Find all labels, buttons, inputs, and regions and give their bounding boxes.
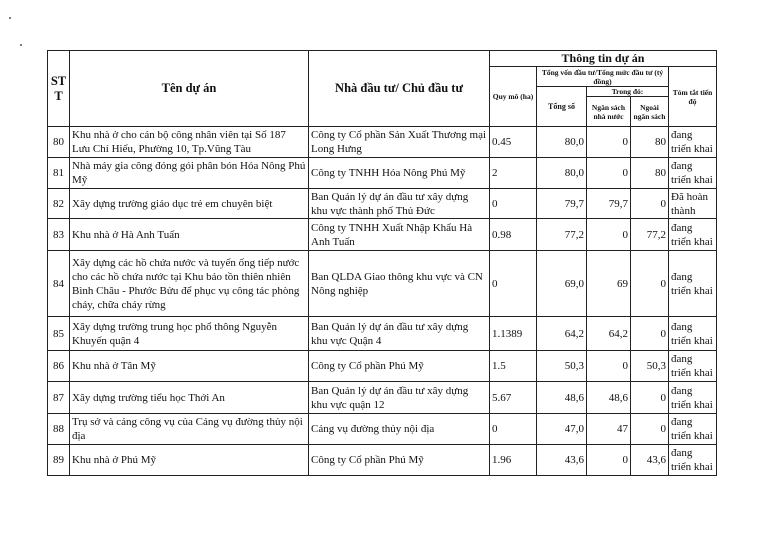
- non-budget-cell: 77,2: [631, 219, 669, 251]
- non-budget-cell: 0: [631, 189, 669, 219]
- investor-cell: Ban Quản lý dự án đầu tư xây dựng khu vực thành phố Thủ Đức: [309, 189, 490, 219]
- project-table: [47, 50, 717, 476]
- project-name-cell: Khu nhà ở Phú Mỹ: [70, 445, 309, 476]
- total-cell: 50,3: [537, 351, 587, 382]
- state-budget-cell: 0: [587, 158, 631, 189]
- total-cell: 64,2: [537, 317, 587, 351]
- scan-dot: [9, 17, 11, 19]
- non-budget-cell: 0: [631, 382, 669, 414]
- state-budget-cell: 0: [587, 127, 631, 158]
- stt-cell: 87: [48, 382, 70, 414]
- progress-cell: Đã hoàn thành: [669, 189, 717, 219]
- table-row: [48, 127, 717, 158]
- header-project-info: Thông tin dự án: [490, 51, 717, 67]
- stt-cell: 81: [48, 158, 70, 189]
- non-budget-cell: 50,3: [631, 351, 669, 382]
- table-row: [48, 414, 717, 445]
- total-cell: 69,0: [537, 251, 587, 317]
- scan-dot: [20, 44, 22, 46]
- header-of-which: Trong đó:: [587, 87, 669, 97]
- project-name-cell: Nhà máy gia công đóng gói phân bón Hóa Nông Phú Mỹ: [70, 158, 309, 189]
- non-budget-cell: 0: [631, 317, 669, 351]
- investor-cell: Ban Quản lý dự án đầu tư xây dựng khu vực Quận 4: [309, 317, 490, 351]
- total-cell: 77,2: [537, 219, 587, 251]
- table-row: [48, 158, 717, 189]
- table-row: [48, 317, 717, 351]
- investor-cell: Công ty Cổ phần Phú Mỹ: [309, 445, 490, 476]
- progress-cell: đang triển khai: [669, 414, 717, 445]
- stt-cell: 89: [48, 445, 70, 476]
- header-total: Tổng số: [537, 87, 587, 127]
- state-budget-cell: 48,6: [587, 382, 631, 414]
- non-budget-cell: 0: [631, 251, 669, 317]
- header-state-budget: Ngân sách nhà nước: [587, 97, 631, 127]
- total-cell: 47,0: [537, 414, 587, 445]
- total-cell: 43,6: [537, 445, 587, 476]
- non-budget-cell: 80: [631, 127, 669, 158]
- scale-cell: 1.1389: [490, 317, 537, 351]
- project-name-cell: Khu nhà ở cho cán bộ công nhân viên tại Số 187 Lưu Chí Hiếu, Phường 10, Tp.Vũng Tàu: [70, 127, 309, 158]
- project-name-cell: Trụ sở và cảng công vụ của Cảng vụ đường thủy nội địa: [70, 414, 309, 445]
- table-row: [48, 189, 717, 219]
- non-budget-cell: 80: [631, 158, 669, 189]
- table-row: [48, 251, 717, 317]
- table-row: [48, 382, 717, 414]
- table-row: [48, 445, 717, 476]
- state-budget-cell: 79,7: [587, 189, 631, 219]
- stt-cell: 82: [48, 189, 70, 219]
- stt-cell: 86: [48, 351, 70, 382]
- project-name-cell: Xây dựng trường tiểu học Thới An: [70, 382, 309, 414]
- scale-cell: 2: [490, 158, 537, 189]
- project-name-cell: Khu nhà ở Tân Mỹ: [70, 351, 309, 382]
- investor-cell: Công ty TNHH Xuất Nhập Khẩu Hà Anh Tuấn: [309, 219, 490, 251]
- stt-cell: 85: [48, 317, 70, 351]
- investor-cell: Cảng vụ đường thủy nội địa: [309, 414, 490, 445]
- state-budget-cell: 47: [587, 414, 631, 445]
- progress-cell: đang triển khai: [669, 251, 717, 317]
- header-non-budget: Ngoài ngân sách: [631, 97, 669, 127]
- project-name-cell: Xây dựng các hồ chứa nước và tuyến ống tiếp nước cho các hồ chứa nước tại Khu bảo tồn thiên nhiên Bình Châu - Phước Bửu để phục vụ công tác phòng cháy, chữa cháy rừng: [70, 251, 309, 317]
- investor-cell: Ban QLDA Giao thông khu vực và CN Nông nghiệp: [309, 251, 490, 317]
- header-stt: ST T: [48, 51, 70, 127]
- investor-cell: Ban Quản lý dự án đầu tư xây dựng khu vực quận 12: [309, 382, 490, 414]
- non-budget-cell: 43,6: [631, 445, 669, 476]
- scale-cell: 0: [490, 189, 537, 219]
- investor-cell: Công ty Cổ phần Sản Xuất Thương mại Long Hưng: [309, 127, 490, 158]
- progress-cell: đang triển khai: [669, 445, 717, 476]
- header-investor: Nhà đầu tư/ Chủ đầu tư: [309, 51, 490, 127]
- total-cell: 48,6: [537, 382, 587, 414]
- state-budget-cell: 0: [587, 219, 631, 251]
- header-capital: Tổng vốn đầu tư/Tổng mức đầu tư (tỷ đồng): [537, 67, 669, 87]
- scale-cell: 0: [490, 251, 537, 317]
- state-budget-cell: 0: [587, 351, 631, 382]
- stt-cell: 80: [48, 127, 70, 158]
- progress-cell: đang triển khai: [669, 382, 717, 414]
- progress-cell: đang triển khai: [669, 219, 717, 251]
- project-name-cell: Xây dựng trường giáo dục trẻ em chuyên biệt: [70, 189, 309, 219]
- stt-cell: 84: [48, 251, 70, 317]
- project-name-cell: Khu nhà ở Hà Anh Tuấn: [70, 219, 309, 251]
- progress-cell: đang triển khai: [669, 317, 717, 351]
- scale-cell: 0.98: [490, 219, 537, 251]
- table-row: [48, 219, 717, 251]
- total-cell: 80,0: [537, 158, 587, 189]
- stt-cell: 83: [48, 219, 70, 251]
- header-progress: Tóm tắt tiến độ: [669, 67, 717, 127]
- investor-cell: Công ty TNHH Hóa Nông Phú Mỹ: [309, 158, 490, 189]
- scale-cell: 0.45: [490, 127, 537, 158]
- total-cell: 80,0: [537, 127, 587, 158]
- table-row: [48, 351, 717, 382]
- header-project-name: Tên dự án: [70, 51, 309, 127]
- state-budget-cell: 64,2: [587, 317, 631, 351]
- total-cell: 79,7: [537, 189, 587, 219]
- scale-cell: 1.96: [490, 445, 537, 476]
- stt-cell: 88: [48, 414, 70, 445]
- investor-cell: Công ty Cổ phần Phú Mỹ: [309, 351, 490, 382]
- non-budget-cell: 0: [631, 414, 669, 445]
- scale-cell: 1.5: [490, 351, 537, 382]
- scale-cell: 5.67: [490, 382, 537, 414]
- progress-cell: đang triển khai: [669, 158, 717, 189]
- progress-cell: đang triển khai: [669, 127, 717, 158]
- header-scale: Quy mô (ha): [490, 67, 537, 127]
- progress-cell: đang triển khai: [669, 351, 717, 382]
- project-name-cell: Xây dựng trường trung học phổ thông Nguyễn Khuyến quận 4: [70, 317, 309, 351]
- state-budget-cell: 69: [587, 251, 631, 317]
- state-budget-cell: 0: [587, 445, 631, 476]
- scale-cell: 0: [490, 414, 537, 445]
